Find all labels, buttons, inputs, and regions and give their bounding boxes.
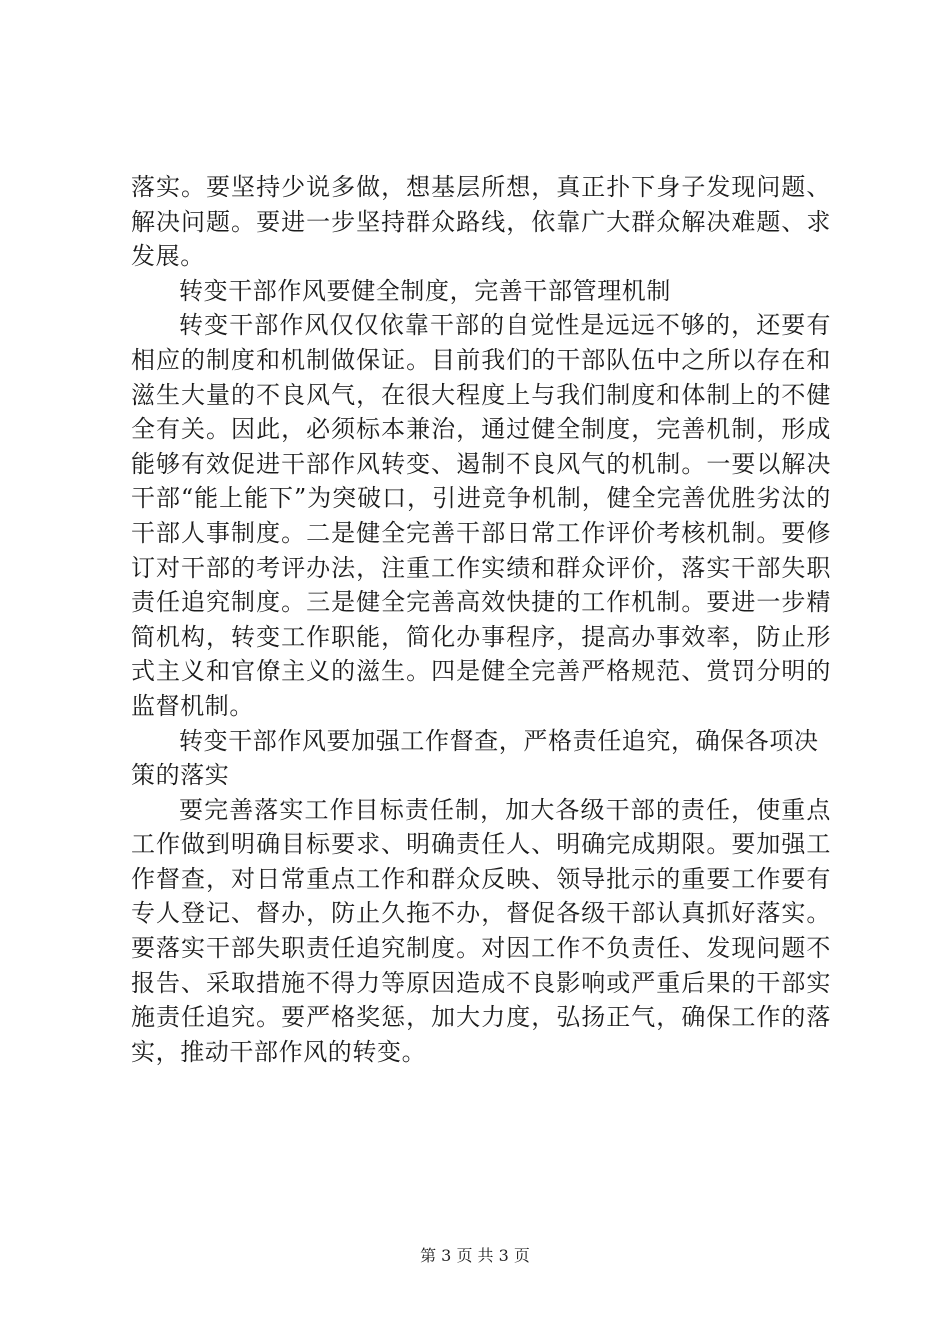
paragraph-continuation: 落实。要坚持少说多做，想基层所想，真正扑下身子发现问题、解决问题。要进一步坚持群众路线，依靠广大群众解决难题、求发展。 (131, 173, 831, 271)
paragraph-system-mechanism: 转变干部作风仅仅依靠干部的自觉性是远远不够的，还要有相应的制度和机制做保证。目前我们的干部队伍中之所以存在和滋生大量的不良风气，在很大程度上与我们制度和体制上的不健全有关。因此，必须标本兼治，通过健全制度，完善机制，形成能够有效促进干部作风转变、遏制不良风气的机制。一要以解决干部“能上能下”为突破口，引进竞争机制，健全完善优胜劣汰的干部人事制度。二是健全完善干部日常工作评价考核机制。要修订对干部的考评办法，注重工作实绩和群众评价，落实干部失职责任追究制度。三是健全完善高效快捷的工作机制。要进一步精简机构，转变工作职能，简化办事程序，提高办事效率，防止形式主义和官僚主义的滋生。四是健全完善严格规范、赏罚分明的监督机制。 (131, 311, 831, 720)
page-footer: 第 3 页 共 3 页 (420, 1246, 530, 1265)
section-heading-supervision: 转变干部作风要加强工作督查，严格责任追究，确保各项决策的落实 (131, 726, 819, 790)
section-heading-system: 转变干部作风要健全制度，完善干部管理机制 (179, 276, 671, 305)
paragraph-supervision: 要完善落实工作目标责任制，加大各级干部的责任，使重点工作做到明确目标要求、明确责任人、明确完成期限。要加强工作督查，对日常重点工作和群众反映、领导批示的重要工作要有专人登记、督办，防止久拖不办，督促各级干部认真抓好落实。要落实干部失职责任追究制度。对因工作不负责任、发现问题不报告、采取措施不得力等原因造成不良影响或严重后果的干部实施责任追究。要严格奖惩，加大力度，弘扬正气，确保工作的落实，推动干部作风的转变。 (131, 795, 831, 1066)
document-body (131, 170, 831, 1069)
